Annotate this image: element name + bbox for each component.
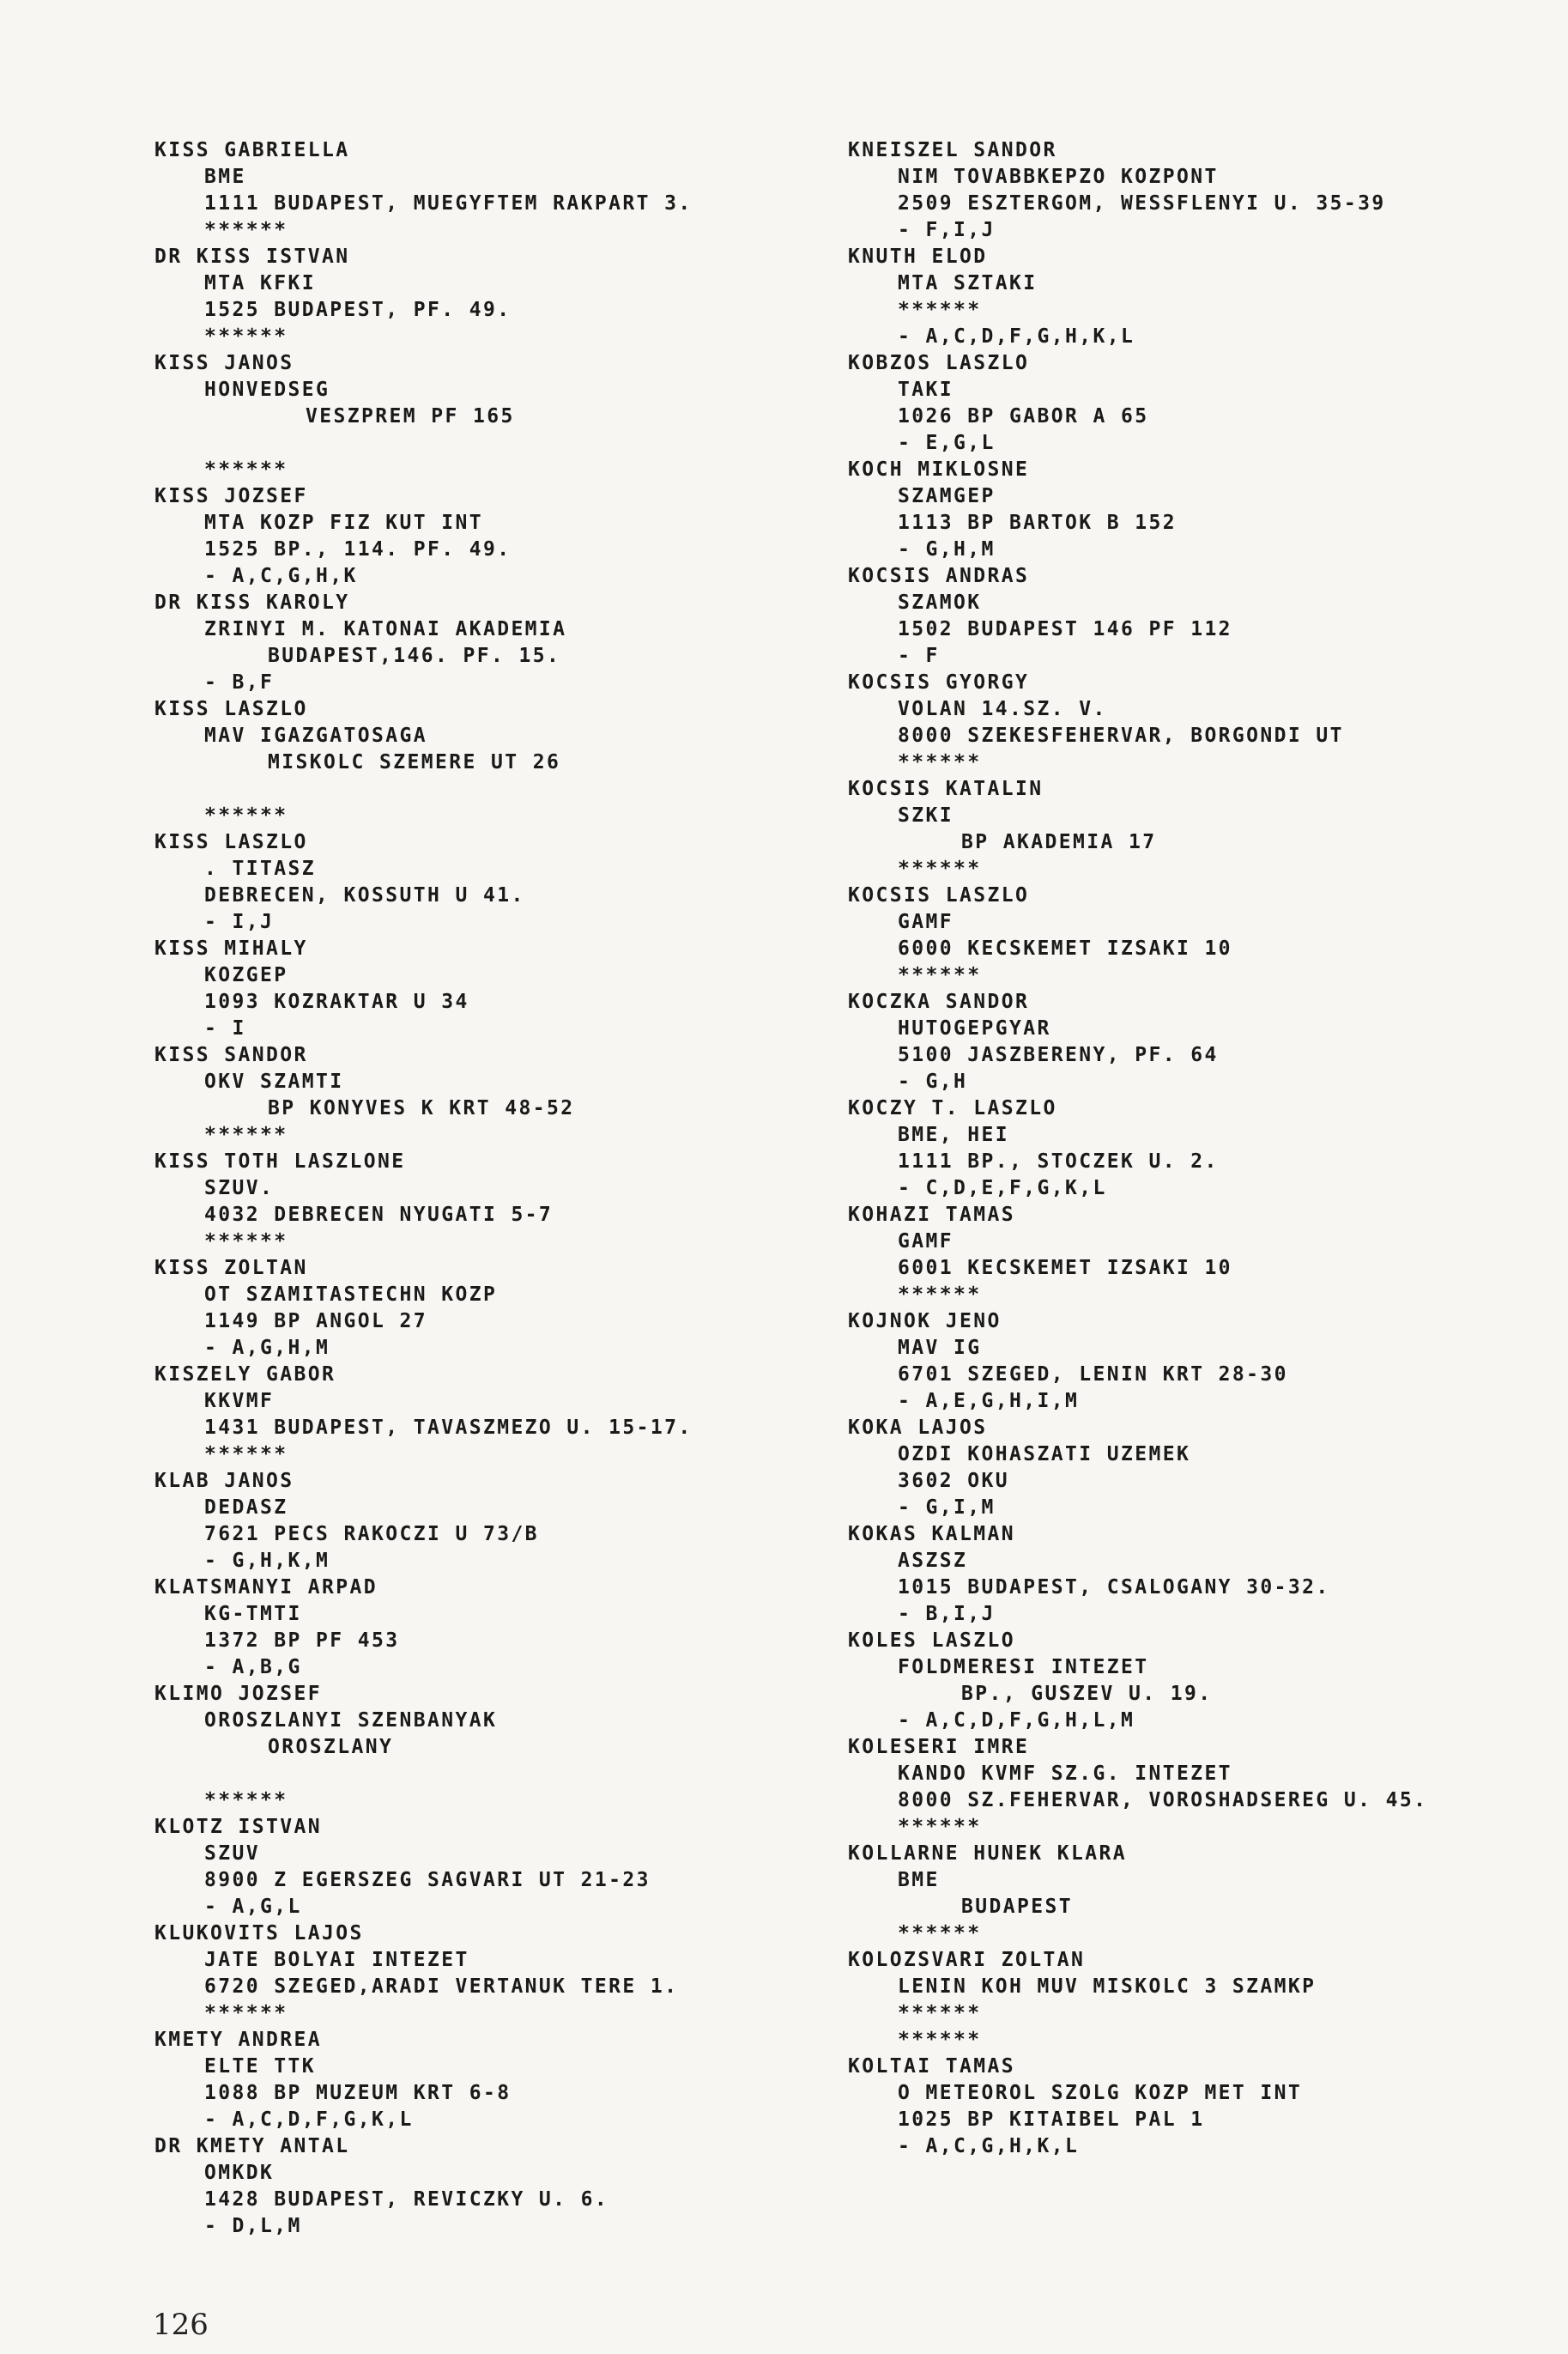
entry-line: 1372 BP PF 453 (204, 1629, 400, 1652)
entry-line: 4032 DEBRECEN NYUGATI 5-7 (204, 1204, 554, 1226)
directory-entry (154, 2027, 807, 2133)
entry-line: - A,C,G,H,K (204, 565, 358, 587)
entry-line: MAV IGAZGATOSAGA (204, 725, 427, 747)
entry-line: ****** (898, 299, 982, 321)
directory-entry (848, 1628, 1535, 1734)
directory-entry (154, 1814, 807, 1920)
entry-line: ****** (898, 1816, 982, 1838)
entry-name: KOCZKA SANDOR (848, 991, 1030, 1013)
entry-line: BME (898, 1869, 940, 1891)
entry-line: ****** (898, 858, 982, 880)
entry-line: - G,I,M (898, 1496, 996, 1519)
entry-line: 5100 JASZBERENY, PF. 64 (898, 1044, 1219, 1066)
entry-line: ASZSZ (898, 1550, 968, 1572)
entry-line: 3602 OKU (898, 1470, 1009, 1492)
entry-line: FOLDMERESI INTEZET (898, 1656, 1149, 1678)
entry-line: - D,L,M (204, 2215, 302, 2237)
entry-line: BP KONYVES K KRT 48-52 (268, 1097, 575, 1119)
entry-line: BUDAPEST (961, 1896, 1073, 1918)
entry-line: 6001 KECSKEMET IZSAKI 10 (898, 1257, 1232, 1279)
entry-name: KISZELY GABOR (154, 1363, 336, 1386)
entry-name: KISS SANDOR (154, 1044, 308, 1066)
entry-line: KG-TMTI (204, 1603, 302, 1625)
entry-name: KMETY ANDREA (154, 2029, 322, 2051)
entry-line: SZUV. (204, 1177, 275, 1199)
entry-line: 1502 BUDAPEST 146 PF 112 (898, 618, 1232, 640)
entry-line: ****** (898, 1283, 982, 1306)
entry-line: KOZGEP (204, 964, 288, 986)
entry-line: 8000 SZEKESFEHERVAR, BORGONDI UT (898, 725, 1344, 747)
directory-entry (154, 350, 807, 483)
entry-line: OROSZLANY (268, 1736, 394, 1758)
entry-line: KKVMF (204, 1390, 275, 1412)
entry-name: KOCSIS KATALIN (848, 778, 1044, 800)
entry-line: - A,C,G,H,K,L (898, 2135, 1080, 2157)
entry-name: KOLESERI IMRE (848, 1736, 1030, 1758)
entry-line: 8900 Z EGERSZEG SAGVARI UT 21-23 (204, 1869, 651, 1891)
entry-line: - I (204, 1017, 246, 1040)
entry-line: ****** (204, 1230, 288, 1253)
entry-line: ****** (204, 2002, 288, 2024)
entry-name: KOCSIS LASZLO (848, 884, 1030, 907)
entry-name: KOLES LASZLO (848, 1629, 1015, 1652)
entry-line: ****** (898, 2002, 982, 2024)
entry-name: KLAB JANOS (154, 1470, 294, 1492)
directory-entry (154, 1362, 807, 1468)
entry-line: 1431 BUDAPEST, TAVASZMEZO U. 15-17. (204, 1417, 693, 1439)
entry-line: SZKI (898, 804, 954, 827)
entry-name: KOCH MIKLOSNE (848, 458, 1030, 481)
entry-line: - G,H,M (898, 538, 996, 561)
entry-line: 7621 PECS RAKOCZI U 73/B (204, 1523, 539, 1545)
entry-line: ****** (204, 1789, 288, 1811)
entry-line: - A,E,G,H,I,M (898, 1390, 1080, 1412)
directory-entry (848, 1095, 1535, 1202)
entry-line: VESZPREM PF 165 (306, 405, 515, 428)
entry-name: KNEISZEL SANDOR (848, 139, 1057, 161)
entry-line: VOLAN 14.SZ. V. (898, 698, 1107, 720)
entry-name: KNUTH ELOD (848, 246, 988, 268)
directory-entry (848, 350, 1535, 457)
entry-line: - B,I,J (898, 1603, 996, 1625)
entry-line: MAV IG (898, 1337, 982, 1359)
directory-entry (154, 1920, 807, 2027)
entry-line: 1026 BP GABOR A 65 (898, 405, 1149, 428)
entry-line: ****** (898, 1922, 982, 1944)
entry-line: - A,C,D,F,G,K,L (204, 2108, 414, 2131)
entry-name: KOLLARNE HUNEK KLARA (848, 1842, 1127, 1865)
directory-entry (154, 1468, 807, 1574)
entry-name: KOLTAI TAMAS (848, 2055, 1015, 2078)
entry-line: - F,I,J (898, 219, 996, 241)
entry-line: - F (898, 645, 940, 667)
entry-name: KOCZY T. LASZLO (848, 1097, 1057, 1119)
directory-entry (848, 244, 1535, 350)
entry-name: KLUKOVITS LAJOS (154, 1922, 364, 1944)
entry-name: KISS JANOS (154, 352, 294, 374)
page-number: 126 (153, 2308, 209, 2342)
directory-entry (154, 1149, 807, 1255)
entry-line (154, 776, 807, 803)
entry-line: DEBRECEN, KOSSUTH U 41. (204, 884, 525, 907)
entry-line: - G,H (898, 1071, 968, 1093)
entry-name: KOCSIS ANDRAS (848, 565, 1030, 587)
entry-line: OROSZLANYI SZENBANYAK (204, 1709, 498, 1732)
directory-entry (154, 2133, 807, 2240)
entry-line: - E,G,L (898, 432, 996, 454)
entry-line: 1428 BUDAPEST, REVICZKY U. 6. (204, 2188, 609, 2211)
directory-entry (154, 829, 807, 936)
entry-name: KISS TOTH LASZLONE (154, 1150, 406, 1173)
directory-entry (154, 1574, 807, 1681)
directory-entry (154, 696, 807, 829)
directory-entry (848, 1947, 1535, 2054)
entry-line: HONVEDSEG (204, 379, 330, 401)
directory-entry (848, 1734, 1535, 1841)
entry-line: O METEOROL SZOLG KOZP MET INT (898, 2082, 1303, 2104)
entry-line: 1093 KOZRAKTAR U 34 (204, 991, 469, 1013)
entry-line: LENIN KOH MUV MISKOLC 3 SZAMKP (898, 1975, 1317, 1998)
entry-line: ****** (898, 2029, 982, 2051)
entry-line: DEDASZ (204, 1496, 288, 1519)
entry-line: 1149 BP ANGOL 27 (204, 1310, 427, 1332)
directory-entry (154, 137, 807, 244)
entry-line: 6720 SZEGED,ARADI VERTANUK TERE 1. (204, 1975, 679, 1998)
entry-name: KLIMO JOZSEF (154, 1683, 322, 1705)
right-column (848, 137, 1535, 2160)
entry-line: 1525 BP., 114. PF. 49. (204, 538, 512, 561)
entry-line: HUTOGEPGYAR (898, 1017, 1051, 1040)
entry-line: GAMF (898, 1230, 954, 1253)
entry-name: KOBZOS LASZLO (848, 352, 1030, 374)
entry-name: KOCSIS GYORGY (848, 671, 1030, 694)
entry-line: TAKI (898, 379, 954, 401)
entry-line: SZAMGEP (898, 485, 996, 507)
directory-entry (848, 137, 1535, 244)
entry-name: KLOTZ ISTVAN (154, 1816, 322, 1838)
entry-line: - A,B,G (204, 1656, 302, 1678)
entry-line: 1088 BP MUZEUM KRT 6-8 (204, 2082, 512, 2104)
entry-line: 1525 BUDAPEST, PF. 49. (204, 299, 512, 321)
entry-line: OKV SZAMTI (204, 1071, 344, 1093)
entry-name: KISS ZOLTAN (154, 1257, 308, 1279)
entry-line: BP., GUSZEV U. 19. (961, 1683, 1213, 1705)
entry-line: 1015 BUDAPEST, CSALOGANY 30-32. (898, 1576, 1330, 1599)
entry-line: SZUV (204, 1842, 260, 1865)
directory-entry (154, 1255, 807, 1362)
entry-name: KOJNOK JENO (848, 1310, 1002, 1332)
entry-line: KANDO KVMF SZ.G. INTEZET (898, 1762, 1232, 1785)
entry-line: BP AKADEMIA 17 (961, 831, 1157, 853)
entry-line: MISKOLC SZEMERE UT 26 (268, 751, 561, 774)
directory-entry (848, 1521, 1535, 1628)
directory-entry (154, 1681, 807, 1814)
entry-line: ELTE TTK (204, 2055, 316, 2078)
entry-line (154, 1761, 807, 1787)
entry-name: KOKAS KALMAN (848, 1523, 1015, 1545)
entry-line: ZRINYI M. KATONAI AKADEMIA (204, 618, 567, 640)
directory-entry (848, 2054, 1535, 2160)
entry-line: ****** (898, 964, 982, 986)
entry-line: NIM TOVABBKEPZO KOZPONT (898, 166, 1219, 188)
entry-line: GAMF (898, 911, 954, 933)
entry-name: KISS LASZLO (154, 698, 308, 720)
entry-line: BME (204, 166, 246, 188)
entry-line: OT SZAMITASTECHN KOZP (204, 1283, 498, 1306)
entry-line: - B,F (204, 671, 275, 694)
entry-name: KISS JOZSEF (154, 485, 308, 507)
entry-line: OZDI KOHASZATI UZEMEK (898, 1443, 1191, 1465)
entry-name: KOLOZSVARI ZOLTAN (848, 1949, 1086, 1971)
directory-entry (154, 483, 807, 590)
entry-line: - A,G,L (204, 1896, 302, 1918)
entry-line: MTA KFKI (204, 272, 316, 294)
directory-entry (848, 989, 1535, 1095)
entry-line: BUDAPEST,146. PF. 15. (268, 645, 561, 667)
directory-entry (848, 1202, 1535, 1308)
entry-line: ****** (204, 804, 288, 827)
entry-line: OMKDK (204, 2162, 275, 2184)
entry-name: KISS MIHALY (154, 937, 308, 960)
entry-line: - C,D,E,F,G,K,L (898, 1177, 1107, 1199)
entry-name: KISS GABRIELLA (154, 139, 350, 161)
entry-line: - A,C,D,F,G,H,K,L (898, 325, 1135, 348)
entry-name: KLATSMANYI ARPAD (154, 1576, 378, 1599)
entry-line: 1025 BP KITAIBEL PAL 1 (898, 2108, 1205, 2131)
directory-entry (154, 1042, 807, 1149)
entry-line: 1111 BUDAPEST, MUEGYFTEM RAKPART 3. (204, 192, 693, 215)
directory-entry (848, 883, 1535, 989)
entry-line: - G,H,K,M (204, 1550, 330, 1572)
entry-line: 6000 KECSKEMET IZSAKI 10 (898, 937, 1232, 960)
directory-entry (154, 590, 807, 696)
entry-line: JATE BOLYAI INTEZET (204, 1949, 469, 1971)
entry-line: ****** (204, 458, 288, 481)
entry-name: DR KISS KAROLY (154, 592, 350, 614)
directory-entry (848, 563, 1535, 670)
entry-line: 1111 BP., STOCZEK U. 2. (898, 1150, 1219, 1173)
entry-name: KISS LASZLO (154, 831, 308, 853)
entry-name: KOKA LAJOS (848, 1417, 988, 1439)
entry-line: ****** (204, 219, 288, 241)
entry-line: MTA SZTAKI (898, 272, 1038, 294)
entry-line: . TITASZ (204, 858, 316, 880)
entry-line (154, 430, 807, 457)
directory-entry (154, 244, 807, 350)
entry-line: 2509 ESZTERGOM, WESSFLENYI U. 35-39 (898, 192, 1386, 215)
entry-line: ****** (204, 325, 288, 348)
directory-entry (848, 1308, 1535, 1415)
directory-entry (848, 1841, 1535, 1947)
entry-name: KOHAZI TAMAS (848, 1204, 1015, 1226)
entry-line: 8000 SZ.FEHERVAR, VOROSHADSEREG U. 45. (898, 1789, 1428, 1811)
entry-line: - A,G,H,M (204, 1337, 330, 1359)
entry-line: ****** (204, 1124, 288, 1146)
directory-entry (848, 670, 1535, 776)
entry-line: ****** (898, 751, 982, 774)
directory-entry (848, 1415, 1535, 1521)
entry-line: BME, HEI (898, 1124, 1009, 1146)
entry-name: DR KISS ISTVAN (154, 246, 350, 268)
entry-line: ****** (204, 1443, 288, 1465)
entry-line: MTA KOZP FIZ KUT INT (204, 512, 483, 534)
directory-entry (848, 776, 1535, 883)
entry-line: 1113 BP BARTOK B 152 (898, 512, 1177, 534)
directory-entry (848, 457, 1535, 563)
entry-line: 6701 SZEGED, LENIN KRT 28-30 (898, 1363, 1288, 1386)
entry-line: SZAMOK (898, 592, 982, 614)
entry-line: - I,J (204, 911, 275, 933)
entry-name: DR KMETY ANTAL (154, 2135, 350, 2157)
entry-line: - A,C,D,F,G,H,L,M (898, 1709, 1135, 1732)
left-column (154, 137, 807, 2240)
directory-entry (154, 936, 807, 1042)
